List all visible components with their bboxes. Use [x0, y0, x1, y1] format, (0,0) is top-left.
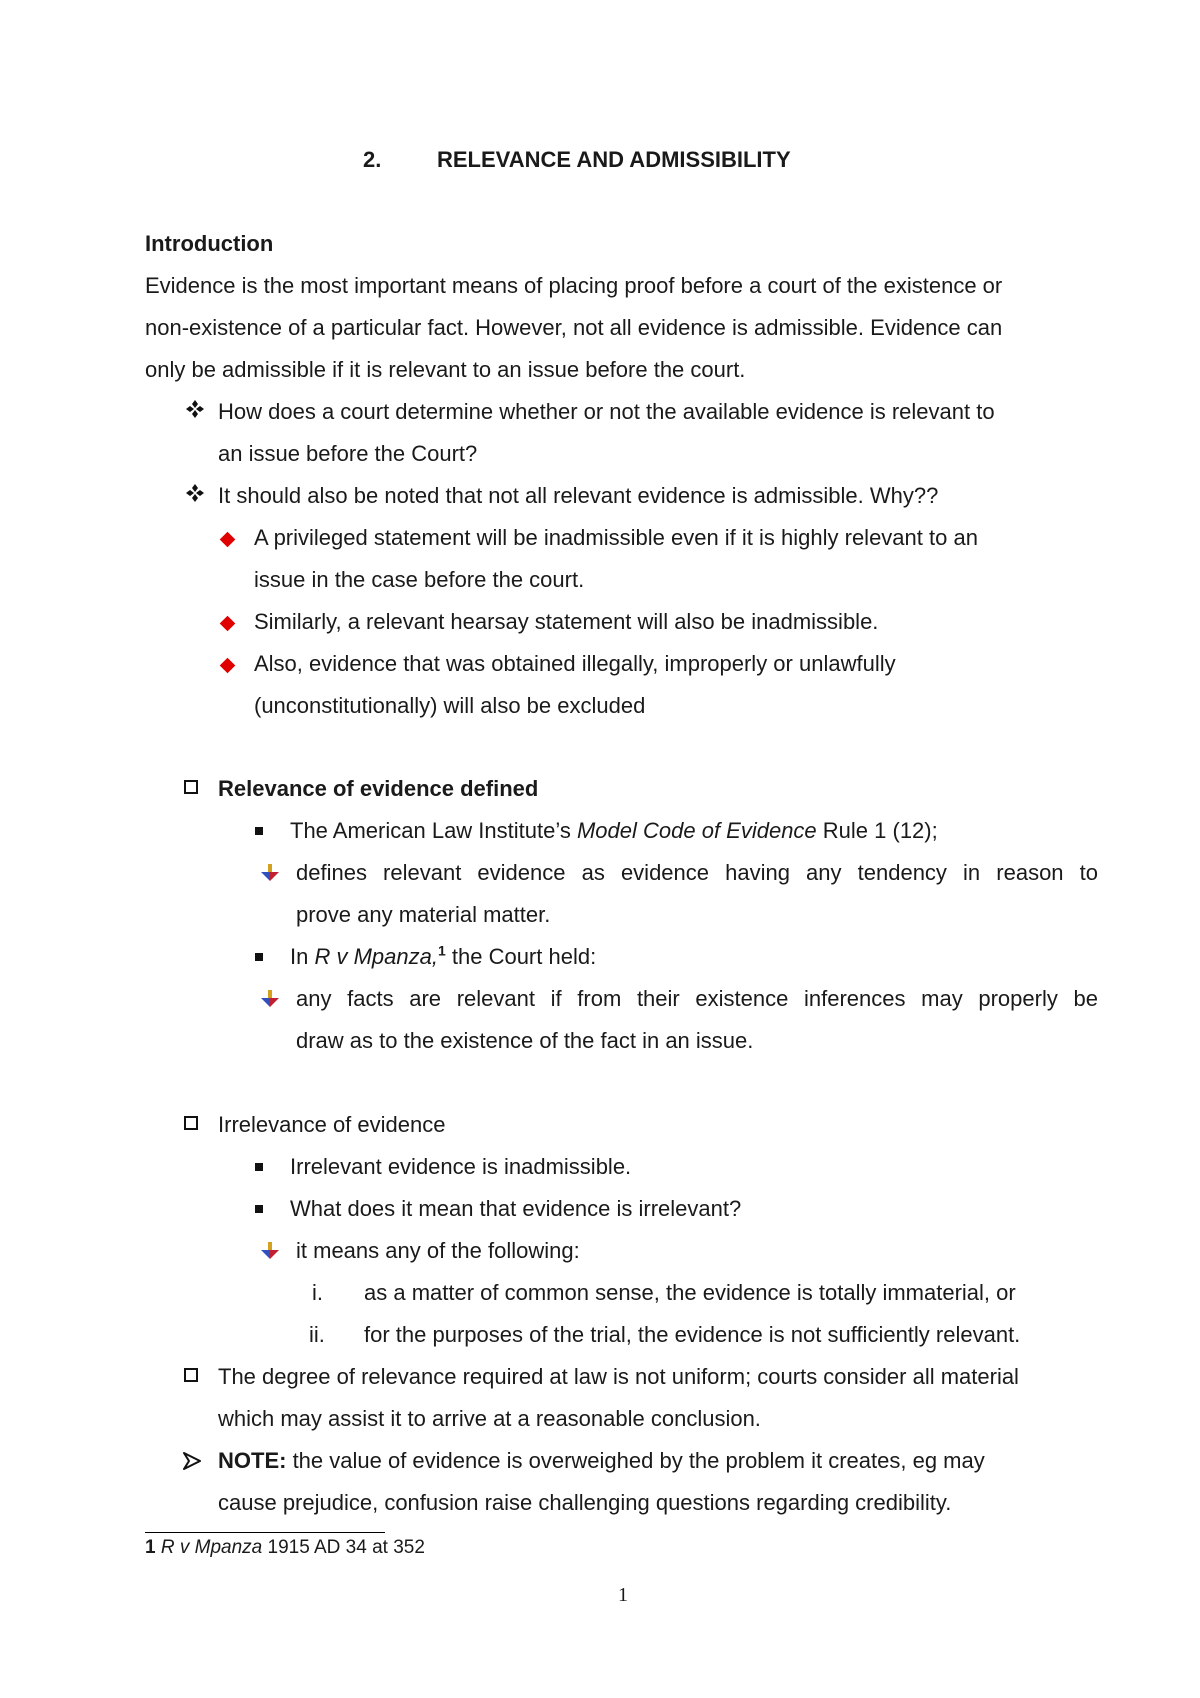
- red-diamond-icon: [220, 658, 236, 674]
- arrowhead-icon: [183, 1452, 201, 1475]
- irrelevance-point: Irrelevant evidence is inadmissible.: [290, 1154, 632, 1179]
- checkbox-icon: [184, 1368, 198, 1382]
- four-diamond-icon: [185, 481, 205, 511]
- reason-line: Similarly, a relevant hearsay statement will also be inadmissible.: [254, 609, 879, 634]
- option-number: i.: [312, 1280, 323, 1305]
- irrelevance-means: it means any of the following:: [296, 1238, 580, 1263]
- checkbox-icon: [184, 1116, 198, 1130]
- multicolor-arrow-icon: [260, 1242, 280, 1265]
- mpanza-definition-line: any facts are relevant if from their existence inferences may properly be: [296, 986, 1098, 1011]
- square-bullet-icon: [255, 953, 263, 961]
- footnote: 1 R v Mpanza 1915 AD 34 at 352: [145, 1537, 425, 1558]
- heading-title: RELEVANCE AND ADMISSIBILITY: [437, 147, 791, 172]
- question-line: It should also be noted that not all relevant evidence is admissible. Why??: [218, 483, 939, 508]
- mpanza-line: In R v Mpanza,$^1$ the Court held:: [290, 942, 597, 969]
- reason-line: Also, evidence that was obtained illegally, improperly or unlawfully: [254, 651, 896, 676]
- heading-number: 2.: [363, 147, 382, 172]
- reason-line: A privileged statement will be inadmissible even if it is highly relevant to an: [254, 525, 978, 550]
- intro-line: non-existence of a particular fact. However, not all evidence is admissible. Evidence can: [145, 315, 1003, 340]
- ali-definition-line: defines relevant evidence as evidence having any tendency in reason to: [296, 860, 1098, 885]
- option-text: as a matter of common sense, the evidence is totally immaterial, or: [364, 1280, 1016, 1305]
- intro-title: Introduction: [145, 231, 274, 256]
- ali-line: The American Law Institute’s Model Code of Evidence Rule 1 (12);: [290, 818, 938, 843]
- question-line: How does a court determine whether or not the available evidence is relevant to: [218, 399, 995, 424]
- reason-line: issue in the case before the court.: [254, 567, 585, 592]
- four-diamond-icon: [185, 397, 205, 427]
- degree-line: The degree of relevance required at law is not uniform; courts consider all material: [218, 1364, 1019, 1389]
- irrelevance-title: Irrelevance of evidence: [218, 1112, 446, 1137]
- intro-line: only be admissible if it is relevant to an issue before the court.: [145, 357, 746, 382]
- footnote-separator: [145, 1532, 385, 1533]
- multicolor-arrow-icon: [260, 990, 280, 1013]
- square-bullet-icon: [255, 1205, 263, 1213]
- multicolor-arrow-icon: [260, 864, 280, 887]
- mpanza-definition-line: draw as to the existence of the fact in an issue.: [296, 1028, 754, 1053]
- irrelevance-point: What does it mean that evidence is irrelevant?: [290, 1196, 742, 1221]
- relevance-title: Relevance of evidence defined: [218, 776, 539, 801]
- degree-line: which may assist it to arrive at a reasonable conclusion.: [218, 1406, 761, 1431]
- red-diamond-icon: [220, 616, 236, 632]
- note-line: cause prejudice, confusion raise challenging questions regarding credibility.: [218, 1490, 952, 1515]
- square-bullet-icon: [255, 827, 263, 835]
- intro-line: Evidence is the most important means of placing proof before a court of the existence or: [145, 273, 1003, 298]
- reason-line: (unconstitutionally) will also be excluded: [254, 693, 646, 718]
- page-number: 1: [618, 1584, 628, 1606]
- ali-definition-line: prove any material matter.: [296, 902, 551, 927]
- option-text: for the purposes of the trial, the evidence is not sufficiently relevant.: [364, 1322, 1021, 1347]
- question-line: an issue before the Court?: [218, 441, 478, 466]
- option-number: ii.: [309, 1322, 325, 1347]
- note-line: NOTE: the value of evidence is overweighed by the problem it creates, eg may: [218, 1448, 985, 1473]
- red-diamond-icon: [220, 532, 236, 548]
- checkbox-icon: [184, 780, 198, 794]
- square-bullet-icon: [255, 1163, 263, 1171]
